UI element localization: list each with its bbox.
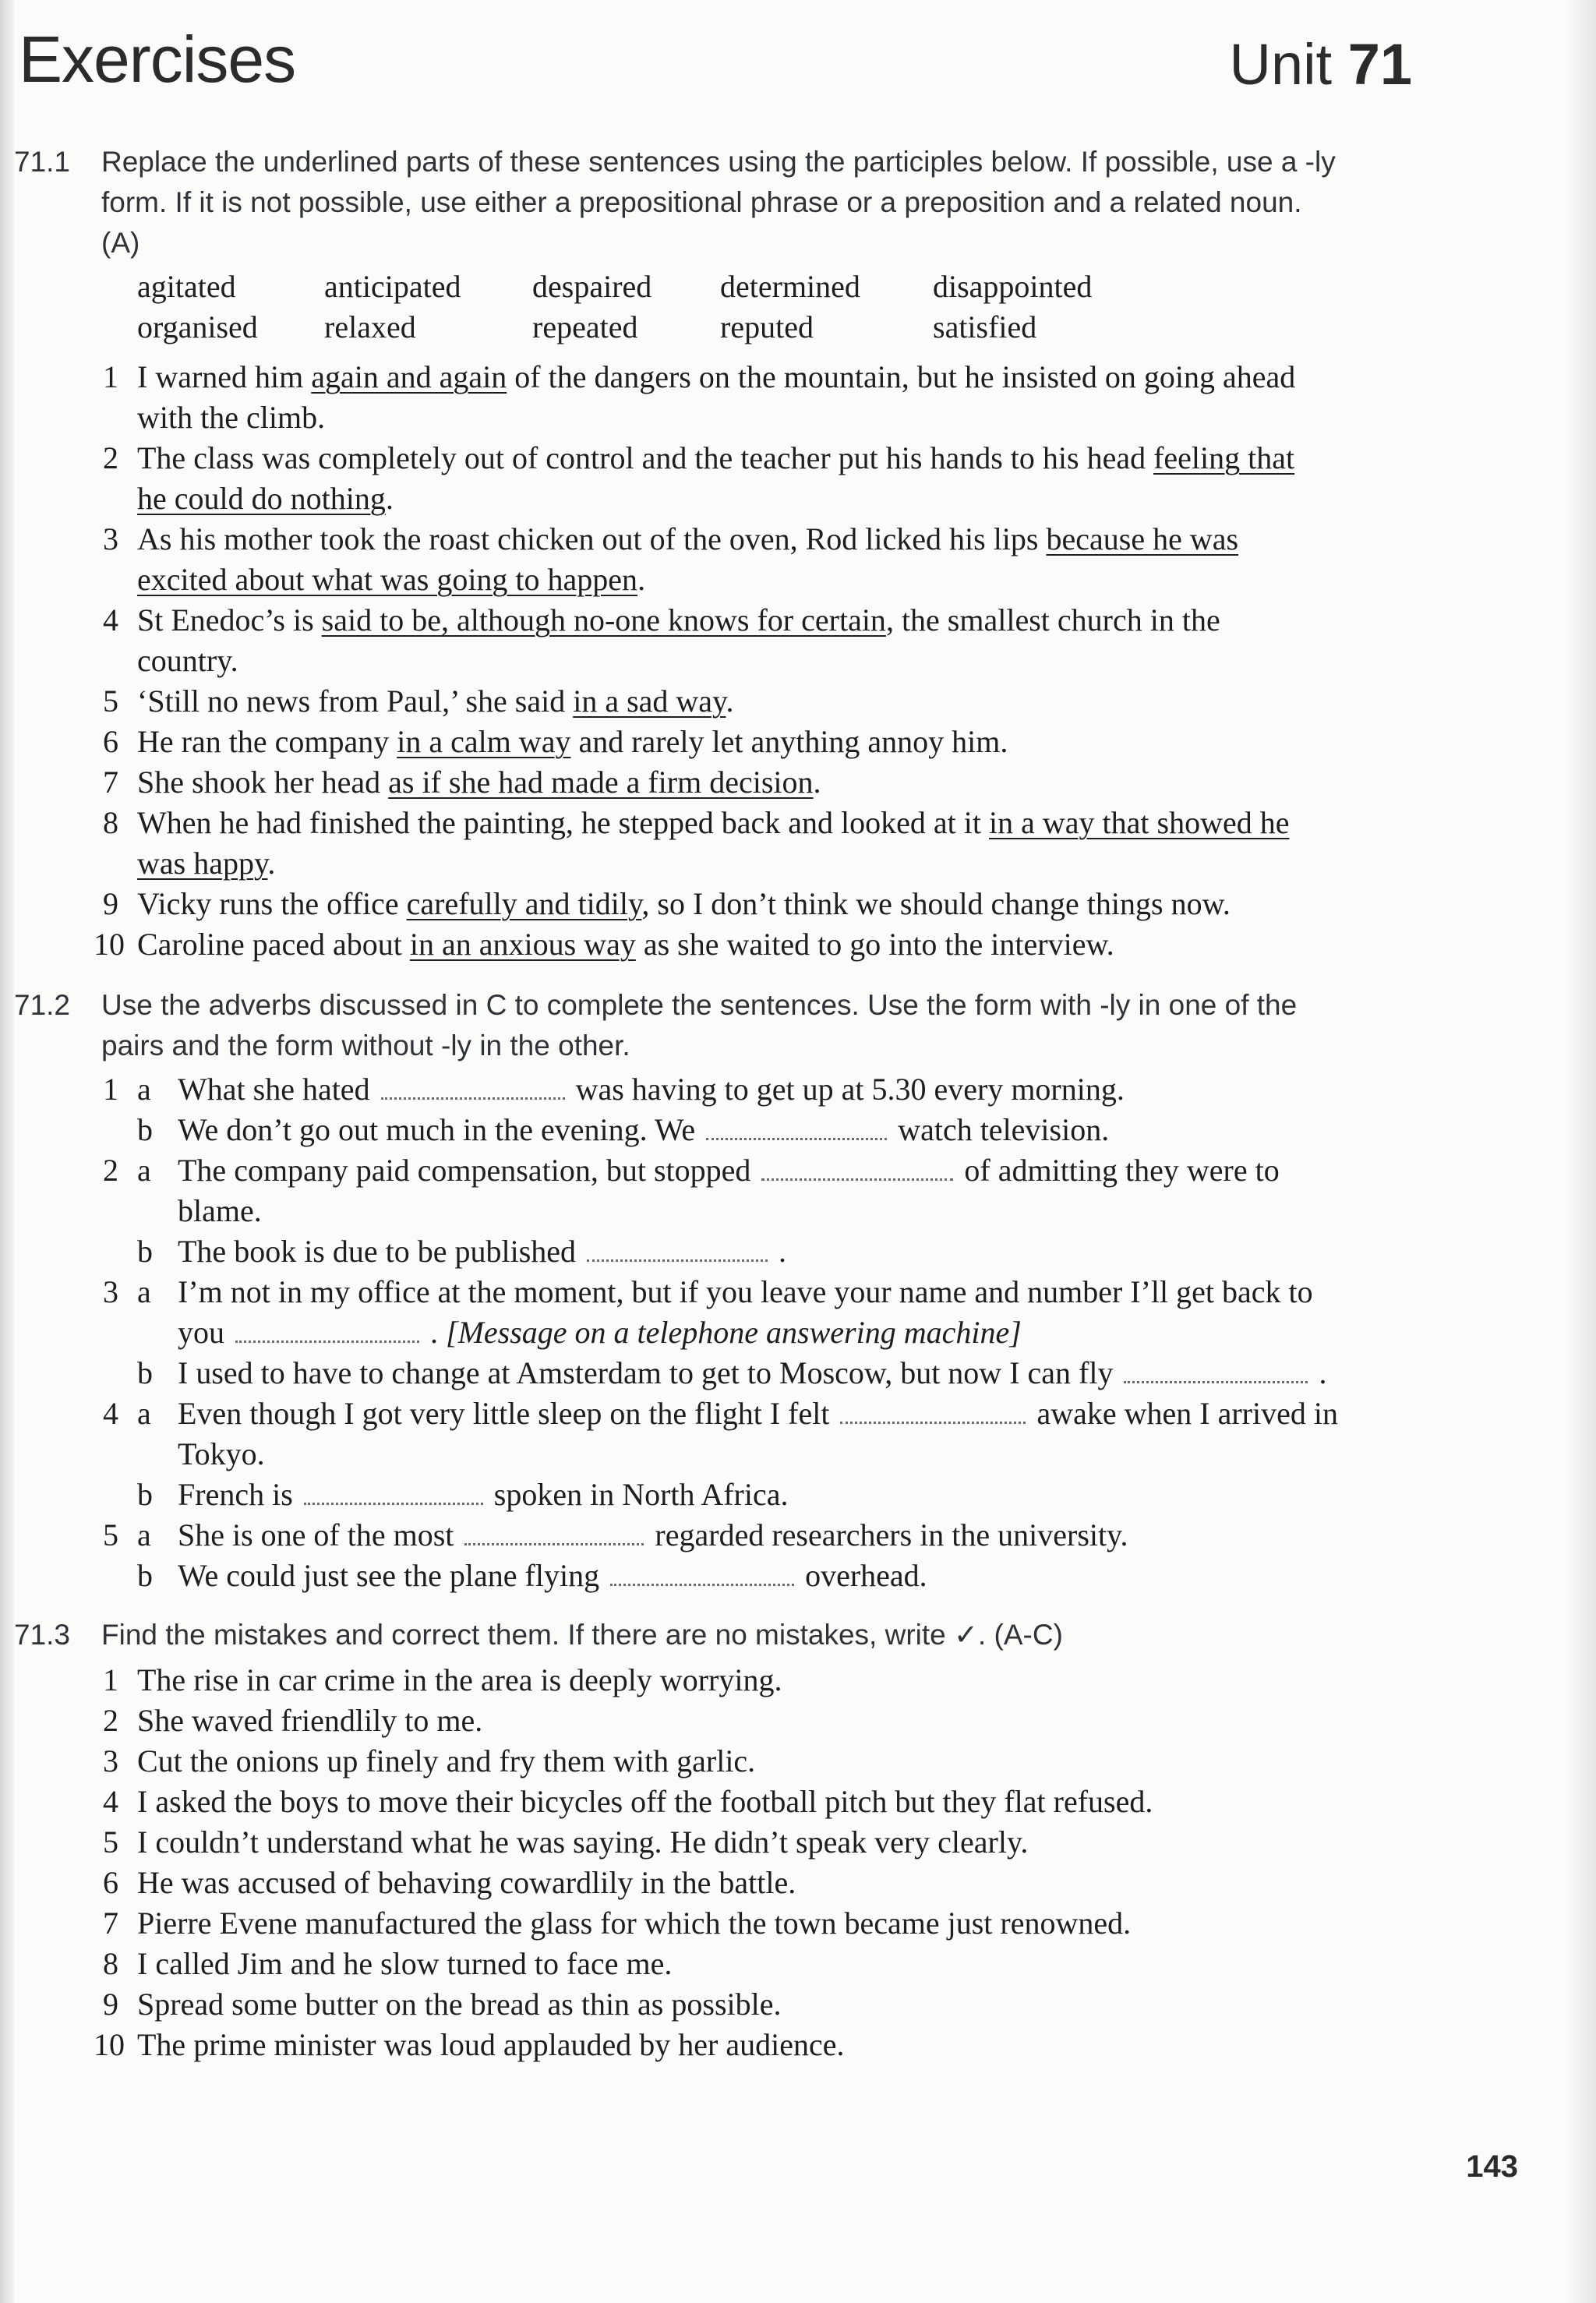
item-letter: a: [137, 1153, 151, 1188]
unit-label: Unit: [1229, 32, 1333, 97]
gap-fill-item: [87, 1393, 1338, 1434]
item-text: you: [178, 1315, 224, 1350]
underlined-phrase: excited about what was going to happen: [137, 562, 638, 597]
item-text: He was accused of behaving cowardlily in the battle.: [137, 1865, 796, 1900]
item-number: 5: [103, 683, 118, 719]
item-text: Cut the onions up finely and fry them with garlic.: [137, 1743, 756, 1778]
item-number: 4: [103, 1396, 118, 1431]
item-text: .: [779, 1234, 787, 1269]
item-number: 8: [103, 805, 118, 840]
item-text: As his mother took the roast chicken out of the oven, Rod licked his lips: [137, 521, 1047, 556]
word-option: disappointed: [933, 269, 1093, 304]
exercise-number: 71.1: [14, 146, 71, 178]
item-text: overhead.: [805, 1558, 927, 1593]
exercise-item: [87, 438, 1294, 479]
item-continuation: [178, 1312, 1022, 1353]
exercise-instruction-line: form. If it is not possible, use either a prepositional phrase or a preposition and a related noun.: [101, 186, 1302, 218]
answer-blank[interactable]: [464, 1537, 644, 1545]
item-text: .: [385, 481, 394, 516]
answer-blank[interactable]: [1124, 1375, 1308, 1383]
item-number: 3: [103, 521, 118, 556]
word-option: organised: [137, 309, 258, 344]
item-text: Vicky runs the office: [137, 886, 407, 921]
item-text: The rise in car crime in the area is deeply worrying.: [137, 1662, 782, 1697]
underlined-phrase: again and again: [311, 359, 507, 394]
item-text: The class was completely out of control and the teacher put his hands to his head: [137, 440, 1154, 475]
underlined-phrase: carefully and tidily: [406, 886, 642, 921]
item-text: I called Jim and he slow turned to face me.: [137, 1946, 673, 1981]
item-text: .: [1319, 1355, 1327, 1390]
item-text: regarded researchers in the university.: [655, 1517, 1128, 1552]
answer-blank[interactable]: [381, 1091, 565, 1100]
item-number: 3: [103, 1274, 118, 1309]
item-text: of the dangers on the mountain, but he insisted on going ahead: [507, 359, 1296, 394]
item-number: 3: [103, 1743, 118, 1778]
exercise-instruction-line: pairs and the form without -ly in the other.: [101, 1030, 630, 1061]
exercise-71-1-heading: [14, 142, 1432, 263]
gap-fill-item: [87, 1556, 927, 1596]
item-text: and rarely let anything annoy him.: [570, 724, 1008, 759]
underlined-phrase: said to be, although no-one knows for certain: [321, 602, 886, 638]
item-number: 4: [103, 602, 118, 638]
item-text: I couldn’t understand what he was saying. He didn’t speak very clearly.: [137, 1824, 1029, 1860]
item-number: 7: [103, 765, 118, 800]
exercise-item: [87, 1903, 1131, 1944]
exercise-item: [87, 681, 733, 722]
item-number: 9: [103, 886, 118, 921]
item-text: She is one of the most: [178, 1517, 454, 1552]
exercise-item: [87, 1701, 482, 1741]
gap-fill-item: [87, 1150, 1280, 1191]
item-text: When he had finished the painting, he stepped back and looked at it: [137, 805, 990, 840]
word-option: repeated: [532, 309, 638, 344]
item-text: She shook her head: [137, 765, 389, 800]
gap-fill-item: [87, 1353, 1326, 1393]
gap-fill-item: [87, 1231, 786, 1272]
item-number: 10: [94, 2027, 125, 2062]
item-text: .: [430, 1315, 438, 1350]
item-text: awake when I arrived in: [1036, 1396, 1338, 1431]
context-note: [Message on a telephone answering machine]: [446, 1315, 1022, 1350]
item-text: , so I don’t think we should change things now.: [641, 886, 1231, 921]
exercise-item: [87, 2025, 844, 2065]
item-letter: a: [137, 1274, 151, 1309]
underlined-phrase: in an anxious way: [409, 927, 636, 962]
exercise-item: [87, 1822, 1028, 1863]
item-continuation: Tokyo.: [178, 1436, 265, 1471]
item-text: Caroline paced about: [137, 927, 410, 962]
underlined-phrase: was happy: [137, 846, 268, 881]
item-number: 6: [103, 1865, 118, 1900]
underlined-phrase: because he was: [1046, 521, 1239, 556]
item-number: 1: [103, 1662, 118, 1697]
item-text: watch television.: [898, 1112, 1110, 1147]
item-text: Pierre Evene manufactured the glass for which the town became just renowned.: [137, 1906, 1132, 1941]
item-text: spoken in North Africa.: [493, 1477, 789, 1512]
word-option: anticipated: [324, 269, 461, 304]
answer-blank[interactable]: [840, 1415, 1026, 1424]
item-number: 8: [103, 1946, 118, 1981]
exercise-item: [87, 1660, 782, 1701]
item-number: 4: [103, 1784, 118, 1819]
answer-blank[interactable]: [706, 1132, 887, 1140]
underlined-phrase: he could do nothing: [137, 481, 386, 516]
item-number: 1: [103, 359, 118, 394]
item-text: .: [726, 683, 734, 719]
word-option: relaxed: [324, 309, 416, 344]
item-letter: b: [137, 1355, 153, 1390]
item-text: , the smallest church in the: [885, 602, 1220, 638]
item-text: The company paid compensation, but stopped: [178, 1153, 751, 1188]
word-option: agitated: [137, 269, 236, 304]
exercise-number: 71.3: [14, 1619, 71, 1651]
exercise-item: [87, 722, 1008, 762]
exercise-item: [87, 1782, 1153, 1822]
underlined-phrase: in a calm way: [397, 724, 571, 759]
exercise-item-continuation: [137, 560, 645, 600]
exercise-item: [87, 924, 1114, 965]
item-letter: b: [137, 1477, 153, 1512]
item-number: 2: [103, 1153, 118, 1188]
exercise-item: [87, 1741, 755, 1782]
item-number: 2: [103, 1703, 118, 1738]
underlined-phrase: as if she had made a firm decision: [388, 765, 814, 800]
item-text: He ran the company: [137, 724, 397, 759]
exercise-number: 71.2: [14, 989, 71, 1021]
underlined-phrase: in a sad way: [573, 683, 726, 719]
item-number: 6: [103, 724, 118, 759]
exercise-item: [87, 1984, 781, 2025]
item-text: The book is due to be published: [178, 1234, 577, 1269]
item-text: I’m not in my office at the moment, but if you leave your name and number I’ll get back to: [178, 1274, 1313, 1309]
exercise-item: [87, 600, 1220, 641]
item-letter: a: [137, 1072, 151, 1107]
item-number: 10: [94, 927, 125, 962]
exercise-item-continuation: [137, 479, 394, 519]
item-text: French is: [178, 1477, 293, 1512]
answer-blank[interactable]: [235, 1334, 419, 1343]
item-letter: a: [137, 1517, 151, 1552]
unit-number: 71: [1347, 32, 1412, 97]
exercise-item: [87, 519, 1238, 560]
exercise-71-2-heading: [14, 985, 1432, 1066]
word-option: determined: [720, 269, 860, 304]
item-letter: b: [137, 1234, 153, 1269]
exercise-item: [87, 762, 821, 803]
item-text: I used to have to change at Amsterdam to get to Moscow, but now I can fly: [178, 1355, 1114, 1390]
gap-fill-item: [87, 1515, 1128, 1556]
answer-blank[interactable]: [304, 1496, 483, 1505]
item-text: We don’t go out much in the evening. We: [178, 1112, 696, 1147]
unit-title: [1230, 31, 1412, 97]
item-text: .: [267, 846, 276, 881]
item-number: 1: [103, 1072, 118, 1107]
item-letter: a: [137, 1396, 151, 1431]
exercise-item: [87, 884, 1231, 924]
item-text: What she hated: [178, 1072, 370, 1107]
exercise-instruction-line: (A): [101, 227, 140, 259]
gap-fill-item: [87, 1110, 1109, 1150]
underlined-phrase: in a way that showed he: [989, 805, 1290, 840]
item-text: I asked the boys to move their bicycles off the football pitch but they flat refused.: [137, 1784, 1153, 1819]
item-text: She waved friendlily to me.: [137, 1703, 483, 1738]
item-number: 7: [103, 1906, 118, 1941]
exercise-item: [87, 1863, 796, 1903]
gap-fill-item: [87, 1069, 1125, 1110]
item-text: Even though I got very little sleep on the flight I felt: [178, 1396, 830, 1431]
word-option: reputed: [720, 309, 814, 344]
item-text: We could just see the plane flying: [178, 1558, 600, 1593]
item-text: ‘Still no news from Paul,’ she said: [137, 683, 574, 719]
item-continuation: blame.: [178, 1193, 262, 1228]
exercise-item-continuation: country.: [137, 643, 238, 678]
item-text: The prime minister was loud applauded by her audience.: [137, 2027, 845, 2062]
exercise-71-3-heading: [14, 1615, 1432, 1655]
item-text: I warned him: [137, 359, 312, 394]
item-letter: b: [137, 1558, 153, 1593]
item-text: .: [813, 765, 821, 800]
item-letter: b: [137, 1112, 153, 1147]
page-number: 143: [1466, 2149, 1518, 2184]
gap-fill-item: [87, 1272, 1313, 1312]
exercise-item-continuation: [137, 843, 275, 884]
exercise-item: [87, 1944, 672, 1984]
exercise-item: [87, 357, 1295, 397]
word-option: despaired: [532, 269, 652, 304]
word-option: satisfied: [933, 309, 1037, 344]
underlined-phrase: feeling that: [1153, 440, 1295, 475]
item-text: of admitting they were to: [964, 1153, 1280, 1188]
exercise-item-continuation: with the climb.: [137, 400, 326, 435]
exercise-instruction-line: Replace the underlined parts of these sentences using the participles below. If possible, use a -ly: [101, 146, 1336, 178]
item-number: 9: [103, 1987, 118, 2022]
exercise-instruction-line: Find the mistakes and correct them. If there are no mistakes, write ✓. (A-C): [101, 1619, 1063, 1651]
page-title: Exercises: [19, 23, 296, 96]
item-number: 2: [103, 440, 118, 475]
answer-blank[interactable]: [761, 1172, 953, 1181]
item-text: was having to get up at 5.30 every morning.: [575, 1072, 1125, 1107]
item-number: 5: [103, 1824, 118, 1860]
item-text: .: [637, 562, 646, 597]
answer-blank[interactable]: [610, 1577, 794, 1586]
item-number: 5: [103, 1517, 118, 1552]
item-text: St Enedoc’s is: [137, 602, 322, 638]
item-text: Spread some butter on the bread as thin as possible.: [137, 1987, 782, 2022]
item-text: as she waited to go into the interview.: [635, 927, 1114, 962]
exercise-item: [87, 803, 1289, 843]
exercise-instruction-line: Use the adverbs discussed in C to complete the sentences. Use the form with -ly in one of the: [101, 989, 1298, 1021]
answer-blank[interactable]: [587, 1253, 768, 1262]
gap-fill-item: [87, 1475, 788, 1515]
